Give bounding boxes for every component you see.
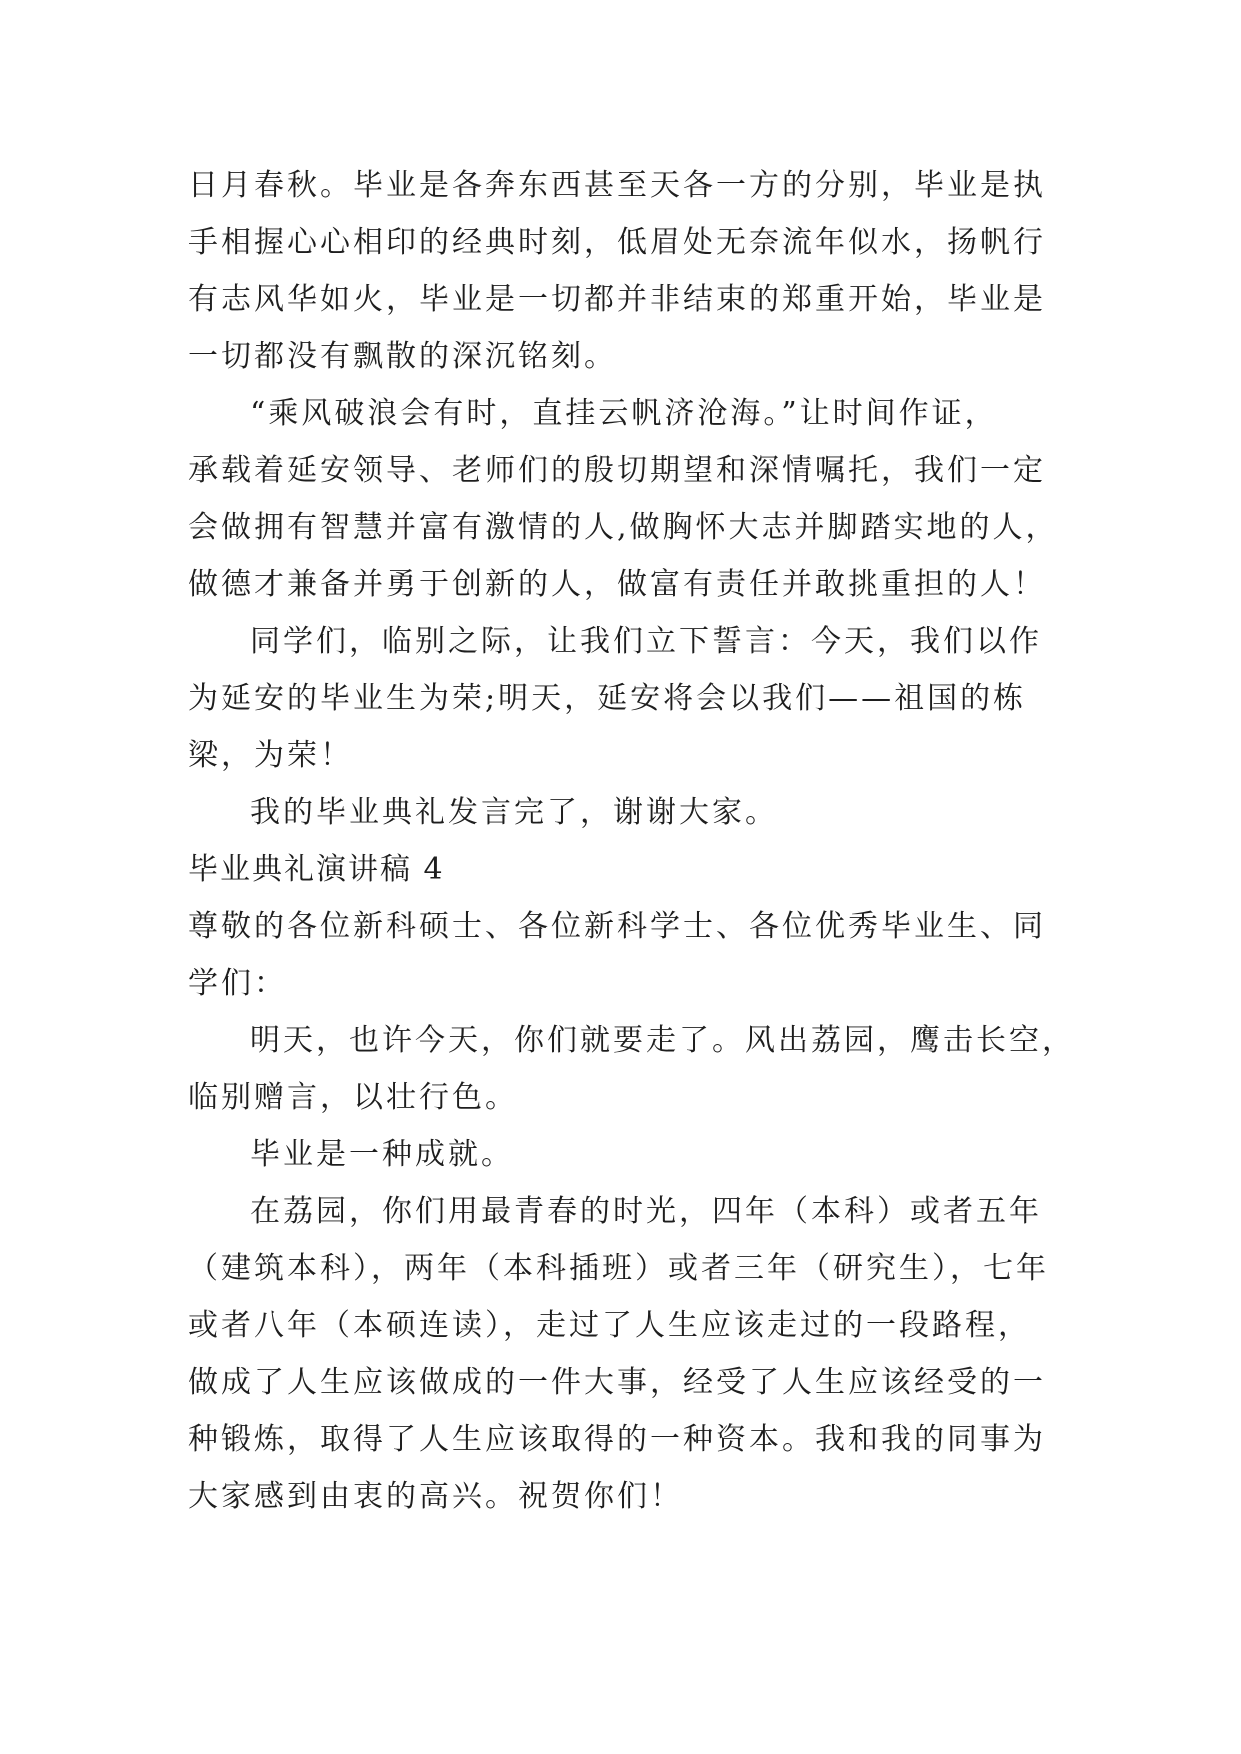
text-line: 会做拥有智慧并富有激情的人,做胸怀大志并脚踏实地的人， — [188, 510, 1059, 545]
text-line: 承载着延安领导、老师们的殷切期望和深情嘱托，我们一定 — [188, 453, 1046, 488]
section-heading: 毕业典礼演讲稿 4 — [188, 852, 445, 887]
salutation-line: 学们： — [188, 966, 287, 1001]
text-line: （建筑本科），两年（本科插班）或者三年（研究生），七年 — [188, 1251, 1049, 1286]
text-line: 大家感到由衷的高兴。祝贺你们！ — [188, 1479, 683, 1514]
text-line: 为延安的毕业生为荣;明天，延安将会以我们——祖国的栋 — [188, 681, 1027, 716]
paragraph-start-line: 在荔园，你们用最青春的时光，四年（本科）或者五年 — [250, 1194, 1042, 1229]
text-line: 日月春秋。毕业是各奔东西甚至天各一方的分别，毕业是执 — [188, 168, 1046, 203]
text-line: 种锻炼，取得了人生应该取得的一种资本。我和我的同事为 — [188, 1422, 1046, 1457]
text-line: 有志风华如火，毕业是一切都并非结束的郑重开始，毕业是 — [188, 282, 1046, 317]
salutation-line: 尊敬的各位新科硕士、各位新科学士、各位优秀毕业生、同 — [188, 909, 1046, 944]
text-line: 一切都没有飘散的深沉铭刻。 — [188, 339, 617, 374]
paragraph-start-line: “乘风破浪会有时，直挂云帆济沧海。”让时间作证， — [250, 396, 998, 431]
paragraph-start-line: 毕业是一种成就。 — [250, 1137, 514, 1172]
document-body — [188, 157, 1075, 1525]
text-line: 临别赠言，以壮行色。 — [188, 1080, 518, 1115]
text-line: 手相握心心相印的经典时刻，低眉处无奈流年似水，扬帆行 — [188, 225, 1046, 260]
paragraph-start-line: 我的毕业典礼发言完了，谢谢大家。 — [250, 795, 778, 830]
text-line: 做德才兼备并勇于创新的人，做富有责任并敢挑重担的人！ — [188, 567, 1046, 602]
paragraph-start-line: 同学们，临别之际，让我们立下誓言：今天，我们以作 — [250, 624, 1042, 659]
text-line: 或者八年（本硕连读），走过了人生应该走过的一段路程， — [188, 1308, 1031, 1343]
text-line: 做成了人生应该做成的一件大事，经受了人生应该经受的一 — [188, 1365, 1046, 1400]
paragraph-start-line: 明天，也许今天，你们就要走了。风出荔园，鹰击长空， — [250, 1023, 1075, 1058]
text-line: 梁，为荣！ — [188, 738, 353, 773]
